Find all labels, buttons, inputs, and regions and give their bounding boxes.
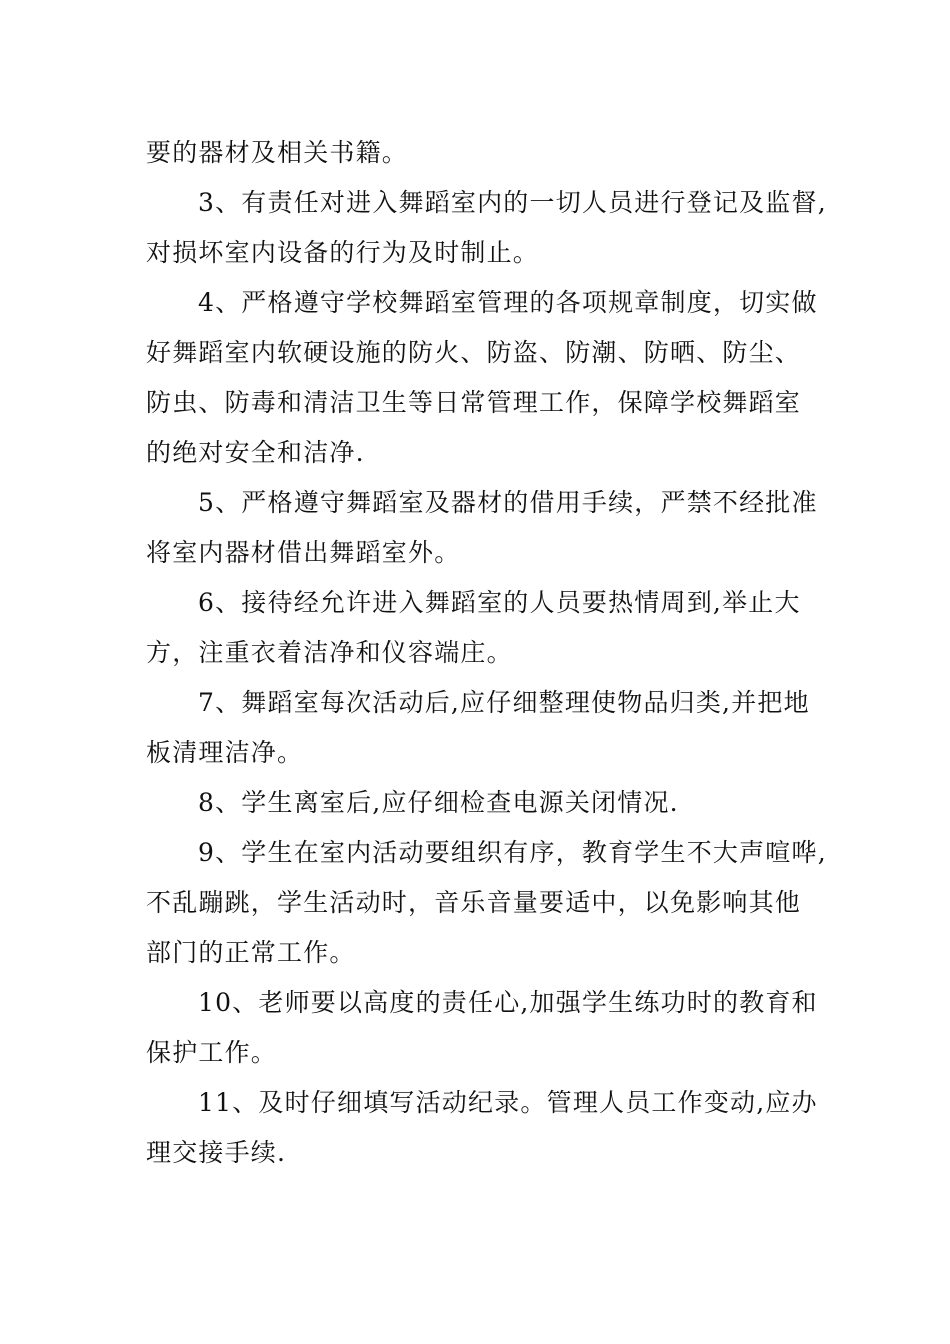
text-line: 11、及时仔细填写活动纪录。管理人员工作变动,应办: [198, 1088, 818, 1117]
text-line: 8、学生离室后,应仔细检查电源关闭情况.: [198, 788, 679, 817]
text-line: 6、接待经允许进入舞蹈室的人员要热情周到,举止大: [198, 588, 801, 617]
text-line: 3、有责任对进入舞蹈室内的一切人员进行登记及监督,: [198, 188, 827, 217]
document-body: [146, 128, 827, 1178]
text-line: 不乱蹦跳，学生活动时，音乐音量要适中，以免影响其他: [146, 888, 802, 917]
text-line: 好舞蹈室内软硬设施的防火、防盗、防潮、防晒、防尘、: [146, 338, 802, 367]
text-line: 7、舞蹈室每次活动后,应仔细整理使物品归类,并把地: [198, 688, 810, 717]
text-line: 理交接手续.: [146, 1138, 287, 1167]
text-line: 防虫、防毒和清洁卫生等日常管理工作，保障学校舞蹈室: [146, 388, 802, 417]
text-line: 部门的正常工作。: [146, 938, 356, 967]
text-line: 对损坏室内设备的行为及时制止。: [146, 238, 540, 267]
text-line: 将室内器材借出舞蹈室外。: [146, 538, 461, 567]
text-line: 方，注重衣着洁净和仪容端庄。: [146, 638, 513, 667]
text-line: 要的器材及相关书籍。: [146, 138, 409, 167]
text-line: 10、老师要以高度的责任心,加强学生练功时的教育和: [198, 988, 818, 1017]
text-line: 4、严格遵守学校舞蹈室管理的各项规章制度，切实做: [198, 288, 818, 317]
text-line: 的绝对安全和洁净.: [146, 438, 365, 467]
text-line: 5、严格遵守舞蹈室及器材的借用手续，严禁不经批准: [198, 488, 818, 517]
text-line: 保护工作。: [146, 1038, 278, 1067]
text-line: 9、学生在室内活动要组织有序，教育学生不大声喧哗,: [198, 838, 827, 867]
text-line: 板清理洁净。: [146, 738, 304, 767]
